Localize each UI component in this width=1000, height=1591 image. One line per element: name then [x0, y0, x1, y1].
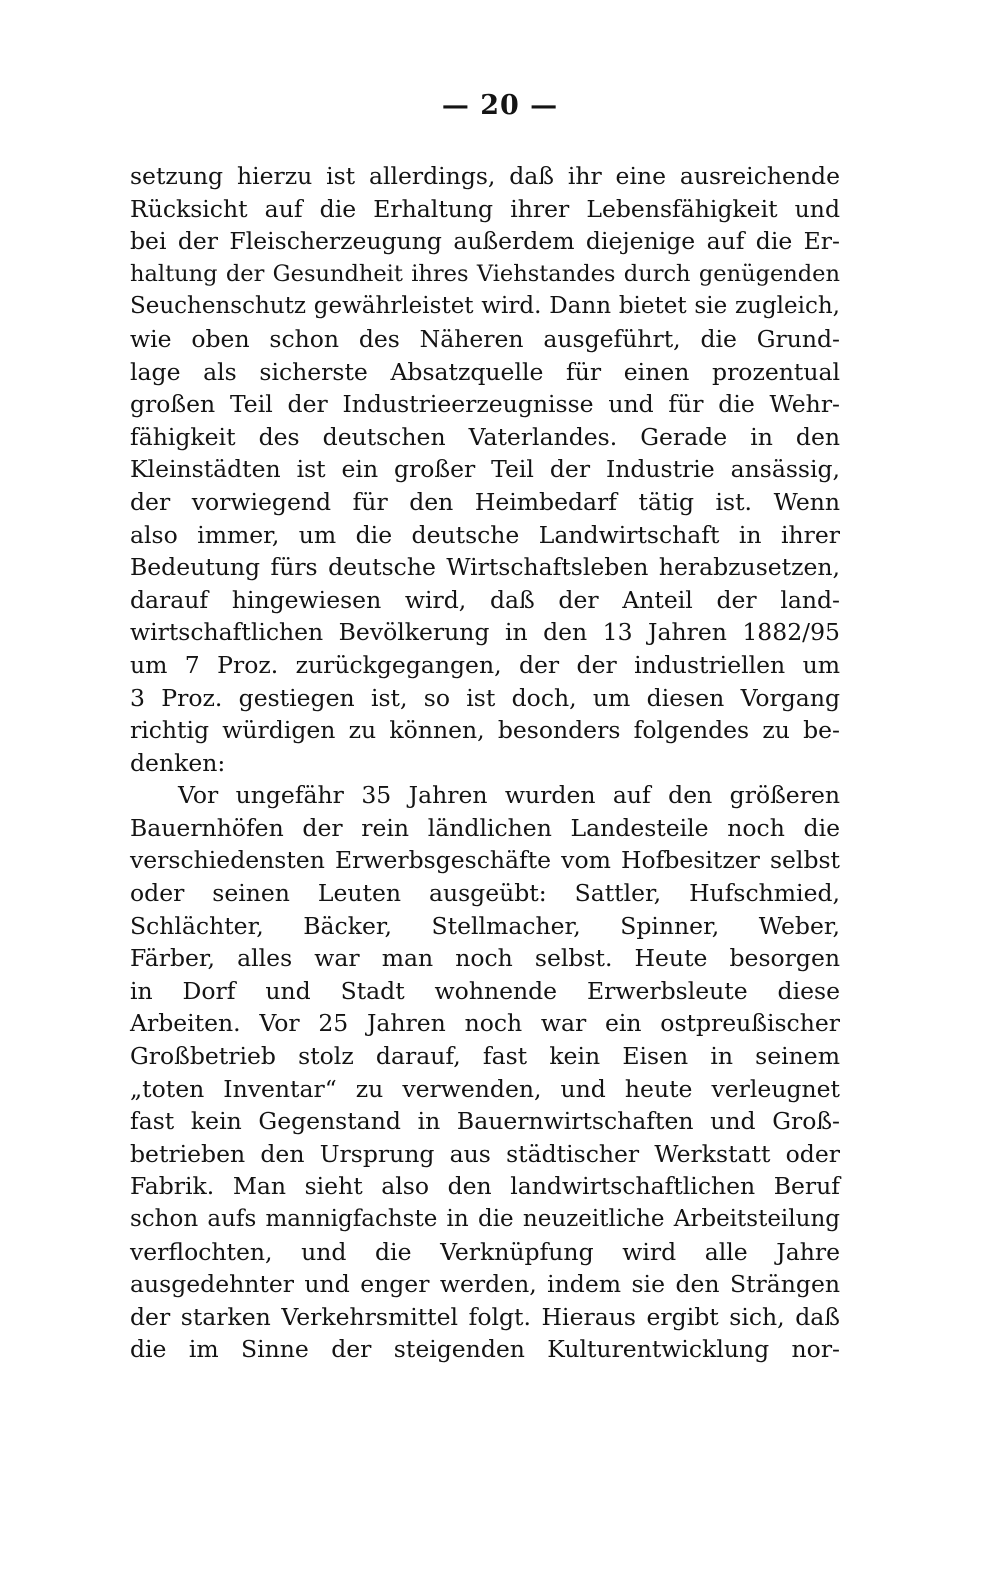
page-number: — 20 —: [441, 90, 559, 121]
text-line: darauf hingewiesen wird, daß der Anteil der land-: [130, 585, 840, 614]
text-line: verflochten, und die Verknüpfung wird alle Jahre: [130, 1237, 840, 1266]
text-line: Bedeutung fürs deutsche Wirtschaftsleben herabzusetzen,: [130, 553, 840, 582]
text-line: großen Teil der Industrieerzeugnisse und für die Wehr-: [130, 390, 840, 419]
text-line: ausgedehnter und enger werden, indem sie den Strängen: [130, 1270, 840, 1299]
text-line: lage als sicherste Absatzquelle für einen prozentual: [130, 357, 840, 386]
text-line: denken:: [130, 748, 226, 777]
text-line: 3 Proz. gestiegen ist, so ist doch, um diesen Vorgang: [130, 683, 840, 712]
text-line: fast kein Gegenstand in Bauernwirtschaften und Groß-: [130, 1107, 840, 1136]
text-line: Seuchenschutz gewährleistet wird. Dann bietet sie zugleich,: [130, 293, 840, 320]
text-line: setzung hierzu ist allerdings, daß ihr eine ausreichende: [130, 162, 840, 190]
paragraph-start-line: Vor ungefähr 35 Jahren wurden auf den größeren: [178, 781, 840, 810]
text-line: der vorwiegend für den Heimbedarf tätig ist. Wenn: [130, 487, 840, 516]
text-line: Arbeiten. Vor 25 Jahren noch war ein ostpreußischer: [130, 1009, 840, 1038]
text-line: betrieben den Ursprung aus städtischer Werkstatt oder: [130, 1139, 840, 1168]
text-line: um 7 Proz. zurückgegangen, der der industriellen um: [130, 650, 840, 679]
text-line: richtig würdigen zu können, besonders folgendes zu be-: [130, 716, 840, 745]
body-text: [130, 160, 840, 1366]
text-line: bei der Fleischerzeugung außerdem diejenige auf die Er-: [130, 227, 840, 256]
text-line: also immer, um die deutsche Landwirtschaft in ihrer: [130, 520, 840, 549]
text-line: verschiedensten Erwerbsgeschäfte vom Hofbesitzer selbst: [130, 846, 840, 875]
text-line: Fabrik. Man sieht also den landwirtschaftlichen Beruf: [130, 1172, 840, 1201]
text-line: Kleinstädten ist ein großer Teil der Industrie ansässig,: [130, 455, 840, 484]
text-line: Färber, alles war man noch selbst. Heute besorgen: [130, 944, 840, 973]
text-line: Bauernhöfen der rein ländlichen Landesteile noch die: [130, 813, 840, 842]
text-line: Großbetrieb stolz darauf, fast kein Eisen in seinem: [130, 1042, 840, 1071]
text-line: wie oben schon des Näheren ausgeführt, die Grund-: [130, 324, 840, 353]
text-line: die im Sinne der steigenden Kulturentwicklung nor-: [130, 1335, 840, 1364]
text-line: haltung der Gesundheit ihres Viehstandes durch genügenden: [130, 260, 840, 287]
text-line: schon aufs mannigfachste in die neuzeitliche Arbeitsteilung: [130, 1206, 840, 1232]
text-line: in Dorf und Stadt wohnende Erwerbsleute diese: [130, 976, 840, 1005]
text-line: fähigkeit des deutschen Vaterlandes. Gerade in den: [130, 422, 840, 451]
text-line: Schlächter, Bäcker, Stellmacher, Spinner, Weber,: [130, 911, 840, 940]
text-line: „toten Inventar“ zu verwenden, und heute verleugnet: [130, 1074, 840, 1103]
text-line: Rücksicht auf die Erhaltung ihrer Lebensfähigkeit und: [130, 194, 840, 223]
text-line: oder seinen Leuten ausgeübt: Sattler, Hufschmied,: [130, 879, 840, 908]
text-line: der starken Verkehrsmittel folgt. Hieraus ergibt sich, daß: [130, 1302, 840, 1331]
text-line: wirtschaftlichen Bevölkerung in den 13 Jahren 1882/95: [130, 618, 840, 647]
